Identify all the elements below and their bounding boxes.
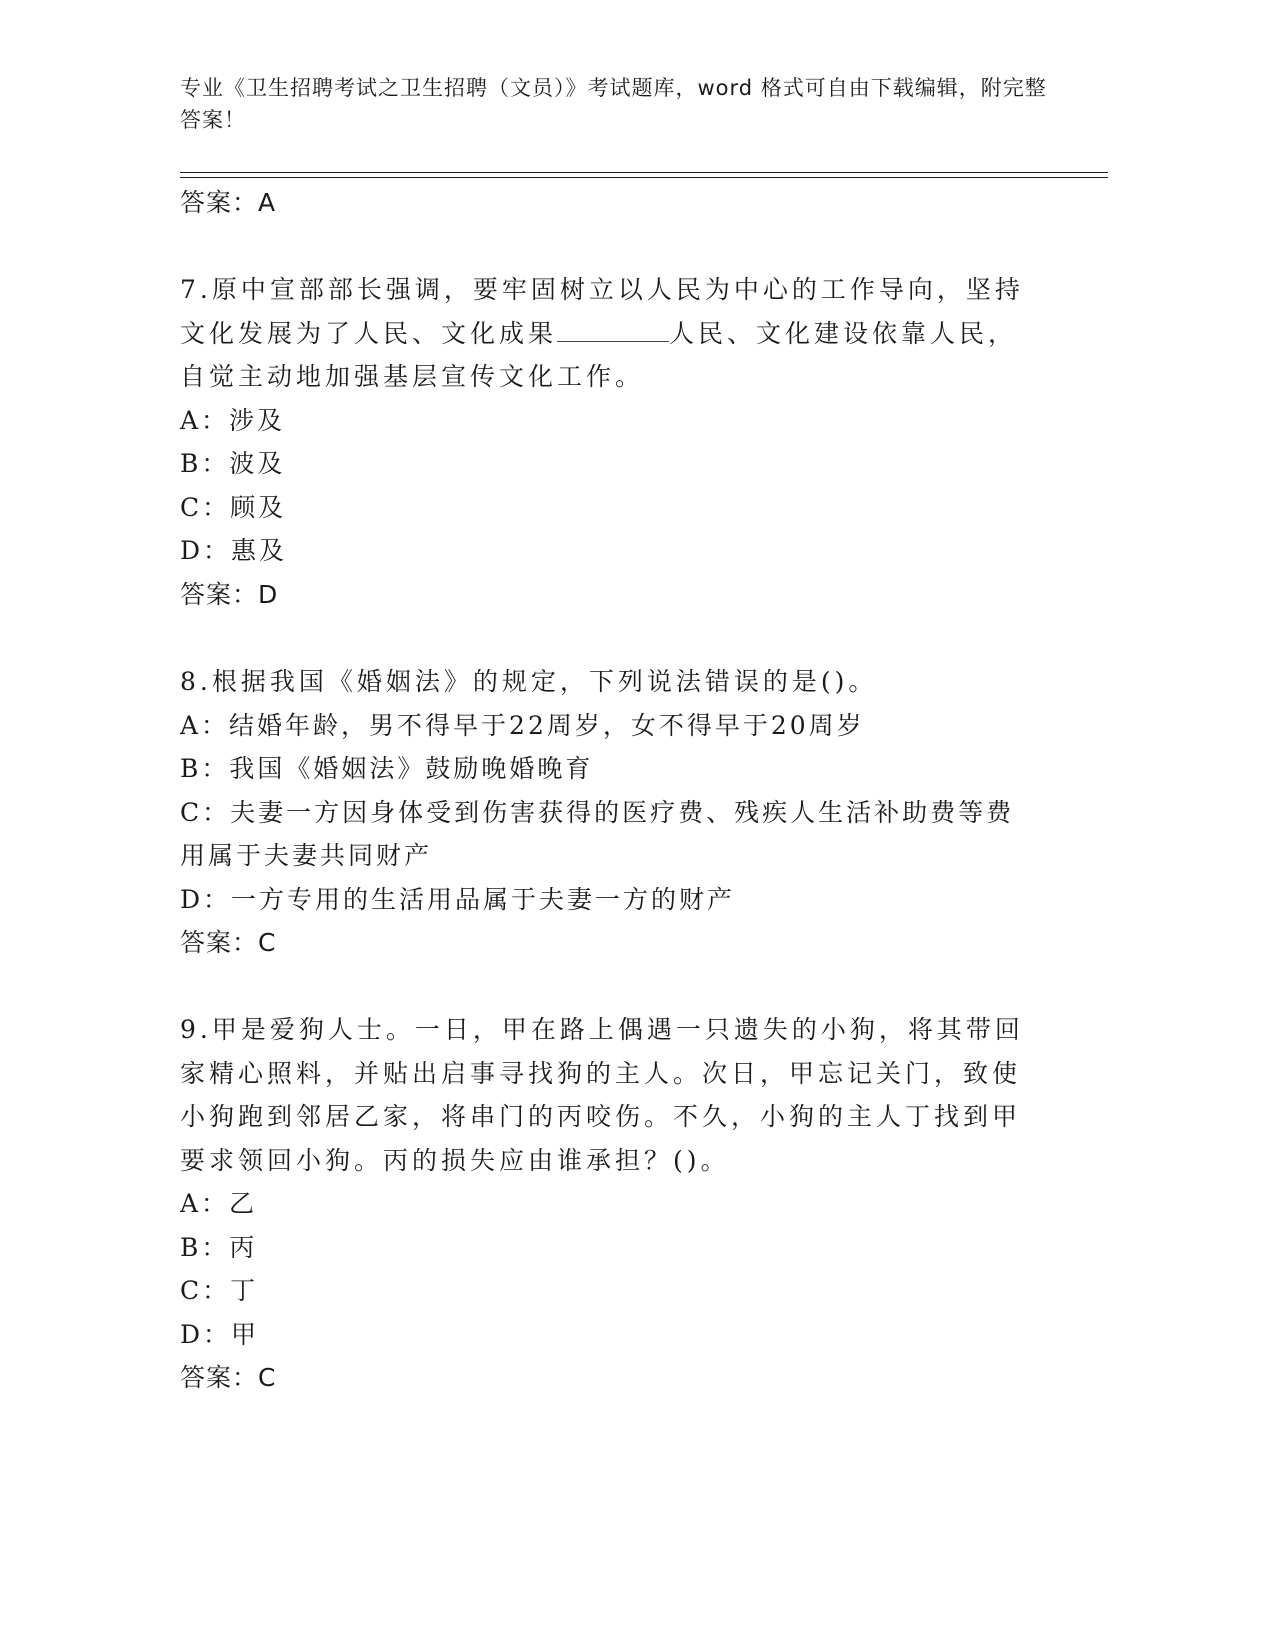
option-d: D：甲	[180, 1319, 260, 1349]
question-9	[180, 1008, 1040, 1400]
option-b: B：丙	[180, 1232, 258, 1262]
option-c: C：顾及	[180, 492, 287, 522]
option-a: A：涉及	[180, 405, 286, 435]
answer: 答案：C	[180, 928, 277, 957]
previous-answer: 答案：A	[180, 188, 277, 217]
option-d: D：一方专用的生活用品属于夫妻一方的财产	[180, 884, 736, 914]
question-stem: 9.甲是爱狗人士。一日，甲在路上偶遇一只遗失的小狗，将其带回家精心照料，并贴出启事寻找狗的主人。次日，甲忘记关门，致使小狗跑到邻居乙家，将串门的丙咬伤。不久，小狗的主人丁找到甲要求领回小狗。丙的损失应由谁承担？()。	[180, 1015, 1024, 1175]
header-divider	[180, 172, 1108, 178]
option-b: B：我国《婚姻法》鼓励晚婚晚育	[180, 754, 594, 783]
stem-text-before-blank: 7.原中宣部部长强调，要牢固树立以人民为中心的工作导向，坚持文化发展为了人民、文化成果	[180, 275, 1024, 348]
answer: 答案：D	[180, 579, 279, 609]
option-c: C：丁	[180, 1276, 259, 1305]
answer: 答案：C	[180, 1363, 277, 1392]
question-8	[180, 660, 1040, 965]
question-stem	[180, 268, 1040, 399]
document-header: 专业《卫生招聘考试之卫生招聘（文员）》考试题库，word 格式可自由下载编辑，附完整答案！	[180, 76, 1047, 132]
option-c: C：夫妻一方因身体受到伤害获得的医疗费、残疾人生活补助费等费用属于夫妻共同财产	[180, 797, 1015, 870]
option-a: A：乙	[180, 1189, 258, 1218]
option-a: A：结婚年龄，男不得早于22周岁，女不得早于20周岁	[180, 710, 865, 740]
fill-blank	[557, 321, 669, 342]
question-7	[180, 268, 1040, 616]
stem-text-after-blank: 人民、文化建设依靠人民，自觉主动地加强基层宣传文化工作。	[180, 318, 1018, 391]
question-stem: 8.根据我国《婚姻法》的规定，下列说法错误的是()。	[180, 667, 878, 696]
option-d: D：惠及	[180, 536, 288, 565]
option-b: B：波及	[180, 449, 286, 478]
